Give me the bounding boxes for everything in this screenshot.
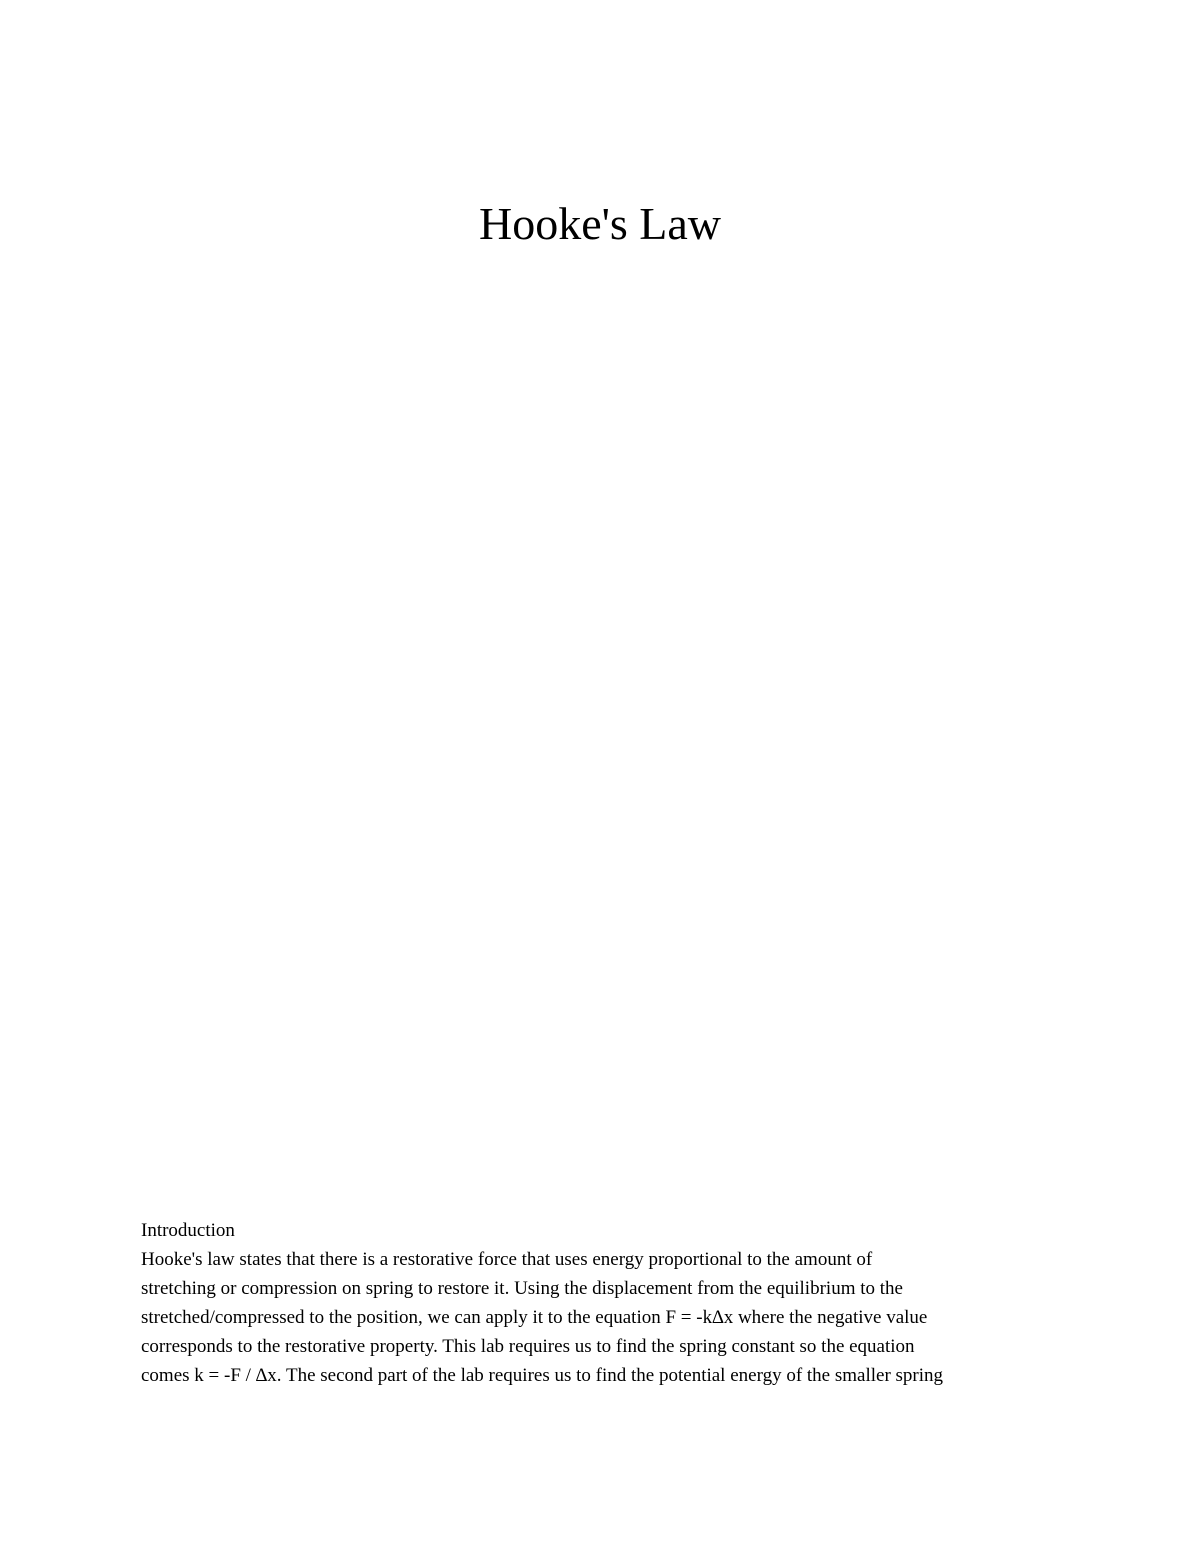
paragraph-line: stretching or compression on spring to restore it. Using the displacement from the equilibrium to the (141, 1278, 903, 1299)
paragraph-line: corresponds to the restorative property. This lab requires us to find the spring constant so the equation (141, 1336, 915, 1357)
introduction-section (141, 1216, 1061, 1390)
document-title: Hooke's Law (478, 198, 722, 249)
paragraph-line: comes k = -F / ∆x. The second part of the lab requires us to find the potential energy of the smaller spring (141, 1365, 944, 1386)
introduction-paragraph (141, 1245, 1061, 1390)
section-heading-introduction: Introduction (141, 1220, 235, 1241)
paragraph-line: stretched/compressed to the position, we can apply it to the equation F = -k∆x where the negative value (141, 1307, 928, 1328)
paragraph-line: Hooke's law states that there is a restorative force that uses energy proportional to the amount of (141, 1249, 873, 1270)
